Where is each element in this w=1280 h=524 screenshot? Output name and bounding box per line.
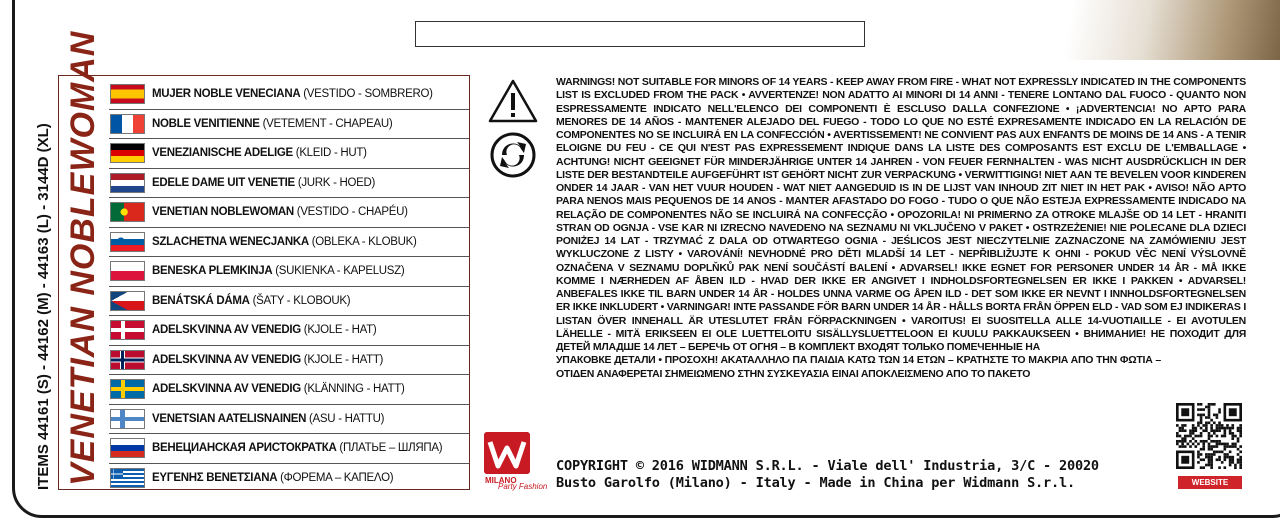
language-label bbox=[152, 354, 383, 366]
product-names-panel bbox=[58, 30, 470, 490]
warnings-tail: УПАКОВКЕ ДЕТАЛИ • ΠΡΟΣΟΧΗ! ΑΚΑΤΑΛΛΗΛΟ ΠΑ ΠΑΙΔΙΑ ΚΑΤΩ ΤΩΝ 14 ΕΤΩΝ – ΚΡΑΤΗΣΤΕ ΤΟ ΜΑΚΡΙΑ ΑΠΟ ΤΗΝ ΦΩΤΙΑ – ΟΤΙΔΕΝ ΑΝΑΦΕΡΕΤΑΙ ΣΗΜΕΙΩΜΕΝΟ ΣΤΗΝ ΣΥΣΚΕΥΑΣΙΑ ΕΙΝΑΙ ΑΠΟΚΛΕΙΣΜΕΝΟ ΑΠΟ ΤΟ ΠΑΚΕΤΟ bbox=[556, 354, 1161, 380]
czech-flag-icon bbox=[110, 291, 145, 311]
product-title: VENETIAN NOBLEWOMAN bbox=[64, 30, 102, 486]
language-label bbox=[152, 413, 384, 425]
russia-flag-icon bbox=[110, 438, 145, 458]
language-label bbox=[152, 324, 376, 336]
language-row bbox=[109, 287, 469, 317]
denmark-flag-icon bbox=[110, 320, 145, 340]
language-row bbox=[109, 375, 469, 405]
language-label bbox=[152, 118, 392, 130]
language-label bbox=[152, 177, 375, 189]
language-label bbox=[152, 442, 442, 454]
product-name: BENESKA PLEMKINJA bbox=[152, 265, 273, 278]
logo-brand: MILANO bbox=[485, 476, 517, 485]
product-detail: (ΦΟΡΕΜΑ – ΚΑΠΕΛΟ) bbox=[277, 471, 394, 484]
language-label bbox=[152, 265, 404, 277]
language-row bbox=[109, 169, 469, 199]
language-row bbox=[109, 464, 469, 493]
language-row bbox=[109, 257, 469, 287]
product-name: ΕΥΓΕΝΗΣ ΒΕΝΕΤΣΙΑΝΑ bbox=[152, 471, 278, 484]
greece-flag-icon bbox=[110, 468, 145, 488]
language-row bbox=[109, 405, 469, 435]
green-dot-recycle-icon bbox=[490, 132, 536, 178]
poland-flag-icon bbox=[110, 261, 145, 281]
language-row bbox=[109, 198, 469, 228]
product-name: BENÁTSKÁ DÁMA bbox=[152, 294, 250, 307]
product-name: ADELSKVINNA AV VENEDIG bbox=[152, 353, 301, 366]
product-detail: (ASU - HATTU) bbox=[306, 412, 385, 425]
sweden-flag-icon bbox=[110, 379, 145, 399]
product-detail: (KJOLE - HATT) bbox=[300, 353, 384, 366]
product-name: VENETSIAN AATELISNAINEN bbox=[152, 412, 307, 425]
portugal-flag-icon bbox=[110, 202, 145, 222]
product-detail: (VESTIDO - CHAPÉU) bbox=[293, 206, 408, 219]
product-name: SZLACHETNA WENECJANKA bbox=[152, 235, 309, 248]
product-detail: (ПЛАТЬЕ – ШЛЯПА) bbox=[336, 442, 443, 455]
product-title-vertical bbox=[59, 30, 107, 489]
product-name: ADELSKVINNA AV VENEDIG bbox=[152, 383, 301, 396]
safety-warnings bbox=[556, 76, 1246, 381]
copyright-block bbox=[556, 458, 1136, 492]
product-name: VENEZIANISCHE ADELIGE bbox=[152, 147, 293, 160]
product-detail: (KLEID - HUT) bbox=[292, 147, 367, 160]
language-row bbox=[109, 80, 469, 110]
product-name: ADELSKVINNA AV VENEDIG bbox=[152, 324, 301, 337]
product-name: NOBLE VENITIENNE bbox=[152, 117, 260, 130]
language-row bbox=[109, 139, 469, 169]
product-detail: (OBLEKA - KLOBUK) bbox=[308, 235, 417, 248]
germany-flag-icon bbox=[110, 143, 145, 163]
language-list bbox=[109, 80, 469, 492]
product-name: MUJER NOBLE VENECIANA bbox=[152, 88, 301, 101]
language-label bbox=[152, 88, 433, 100]
france-flag-icon bbox=[110, 114, 145, 134]
language-label bbox=[152, 472, 393, 484]
items-code: ITEMS 44161 (S) - 44162 (M) - 44163 (L) - 3144D (XL) bbox=[35, 123, 52, 490]
warnings-main: WARNINGS! NOT SUITABLE FOR MINORS OF 14 YEARS - KEEP AWAY FROM FIRE - WHAT NOT EXPRESSLY INDICATED IN THE COMPONENTS LIST IS EXCLUDED FROM THE PACK • AVVERTENZE! NON ADATTO AI MINORI DI 14 ANNI - TENERE LONTANO DAL FUOCO - QUANTO NON ESPRESSAMENTE INDICATO NELL'ELENCO DEI COMPONENTI È ESCLUSO DALLA CONFEZIONE • ¡ADVERTENCIA! NO APTO PARA MENORES DE 14 AÑOS - MANTENER ALEJADO DEL FUEGO - TODO LO QUE NO ESTÉ EXPRESAMENTE INDICADO EN LA RELACIÓN DE COMPONENTES NO SE INCLUIRÁ EN LA CONFECCIÓN • AVERTISSEMENT! NE CONVIENT PAS AUX ENFANTS DE MOINS DE 14 ANS - A TENIR ELOIGNE DU FEU - CE QUI N'EST PAS EXPRESSEMENT INDIQUE DANS LA LISTE DES COMPOSANTS EST EXCLU DE L'EMBALLAGE • ACHTUNG! NICHT GEEIGNET FÜR MINDERJÄHRIGE UNTER 14 JAHREN - VON FEUER FERNHALTEN - WAS NICHT AUSDRÜCKLICH IN DER LISTE DER BESTANDTEILE AUFGEFÜHRT IST GEHÖRT NICHT ZUR VERPACKUNG • VERWITTIGING! NIET AAN TE BEVELEN VOOR KINDEREN ONDER 14 JAAR - VAN HET VUUR HOUDEN - WAT NIET AANGEDUID IS IN DE LIJST VAN INHOUD ZIT NIET IN HET PAK • AVISO! NÃO APTO PARA NENOS MAIS PEQUENOS DE 14 ANOS - MANTER AFASTADO DO FOGO - TUDO O QUE NÃO ESTEJA EXPRESSAMENTE INDICADO NA RELAÇÃO DE COMPONENTES NÃO SE INCLUIRÁ NA CONFECÇÃO • OPOZORILA! NI PRIMERNO ZA OTROKE MLAJŠE OD 14 LET - HRANITI STRAN OD OGNJA - VSE KAR NI IZRECNO NAVEDENO NA SEZNAMU NI VKLJUČENO V PAKET • OSTRZEŻENIE! NIE POLECANE DLA DZIECI PONIŻEJ 14 LAT - TRZYMAĆ Z DALA OD OTWARTEGO OGNIA - JEŚLICOS JEST NIECZYTELNIE ZAZNACZONE NA ZAMÓWIENIU JEST WYKLUCZONE Z LISTY • VAROVÁNÍ! NEVHODNÉ PRO DĚTI MLADŠÍ 14 LET - NEPŘIBLIŽUJTE K OHNI - POKUD VĚC NENÍ VÝSLOVNĚ OZNAČENA V SEZNAMU DOPLŇKŮ PAK NENÍ SOUČÁSTÍ BALENÍ • ADVARSEL! IKKE EGNET FOR PERSONER UNDER 14 ÅR - MÅ IKKE KOMME I NÆRHEDEN AF ÅBEN ILD - HVAD DER IKKE ER ANGIVET I INDHOLDSFORTEGNELSEN ER IKKE I PAKKEN • ADVARSEL! ANBEFALES IKKE TIL BARN UNDER 14 ÅR - HOLDES UNNA VARME OG ÅPEN ILD - DET SOM IKKE ER NEVNT I INNHOLDSFORTEGNELSEN ER IKKE INKLUDERT • VARNINGAR! INTE PASSANDE FÖR BARN UNDER 14 ÅR - HÅLLS BORTA FRÅN ÖPPEN ELD - VAD SOM EJ INDIKERAS I LISTAN ÖVER INNEHALL ÄR UTESLUTET FRÅN FÖRPACKNINGEN • VAROITUS! EI SUOSITELLA ALLE 14-VUOTIAILLE - EI AVOTULEN LÄHELLE - MITÄ ERIKSEEN EI OLE LUETTELOITU SISÄLLYSLUETTELOON EI KUULU PAKKAUKSEEN • ВНИМАНИЕ! НЕ ПОХОДИТ ДЛЯ ДЕТЕЙ МЛАДШЕ 14 ЛЕТ – БЕРЕЧЬ ОТ ОГНЯ – В КОМПЛЕКТ ВХОДЯТ ТОЛЬКО ПОМЕЧЕННЫЕ НА bbox=[556, 76, 1246, 353]
warning-triangle-icon bbox=[488, 78, 538, 124]
norway-flag-icon bbox=[110, 350, 145, 370]
finland-flag-icon bbox=[110, 409, 145, 429]
netherlands-flag-icon bbox=[110, 173, 145, 193]
widmann-w-icon bbox=[484, 432, 530, 474]
copyright-line-1: COPYRIGHT © 2016 WIDMANN S.R.L. - Viale dell' Industria, 3/C - 20020 bbox=[556, 458, 1099, 474]
spain-flag-icon bbox=[110, 84, 145, 104]
product-name: EDELE DAME UIT VENETIE bbox=[152, 176, 295, 189]
product-detail: (SUKIENKA - KAPELUSZ) bbox=[272, 265, 405, 278]
product-detail: (JURK - HOED) bbox=[294, 176, 376, 189]
language-label bbox=[152, 206, 408, 218]
language-label bbox=[152, 295, 350, 307]
logo-tagline: Party Fashion bbox=[498, 482, 548, 491]
copyright-line-2: Busto Garolfo (Milano) - Italy - Made in China per Widmann S.r.l. bbox=[556, 475, 1075, 491]
product-name: VENETIAN NOBLEWOMAN bbox=[152, 206, 294, 219]
language-row bbox=[109, 228, 469, 258]
slovenia-flag-icon bbox=[110, 232, 145, 252]
language-label bbox=[152, 147, 367, 159]
blank-label-box bbox=[415, 21, 865, 47]
qr-code-icon bbox=[1176, 403, 1242, 469]
product-detail: (ŠATY - KLOBOUK) bbox=[249, 294, 351, 307]
language-row bbox=[109, 434, 469, 464]
language-row bbox=[109, 110, 469, 140]
language-row bbox=[109, 316, 469, 346]
website-badge: WEBSITE bbox=[1178, 476, 1242, 489]
language-label bbox=[152, 383, 405, 395]
product-name: ВЕНЕЦИАНСКАЯ АРИСТОКРАТКА bbox=[152, 442, 337, 455]
language-label bbox=[152, 236, 417, 248]
product-detail: (VESTIDO - SOMBRERO) bbox=[300, 88, 433, 101]
product-detail: (KLÄNNING - HATT) bbox=[300, 383, 405, 396]
product-detail: (KJOLE - HAT) bbox=[300, 324, 377, 337]
widmann-logo bbox=[482, 432, 552, 492]
product-detail: (VETEMENT - CHAPEAU) bbox=[259, 117, 393, 130]
language-row bbox=[109, 346, 469, 376]
